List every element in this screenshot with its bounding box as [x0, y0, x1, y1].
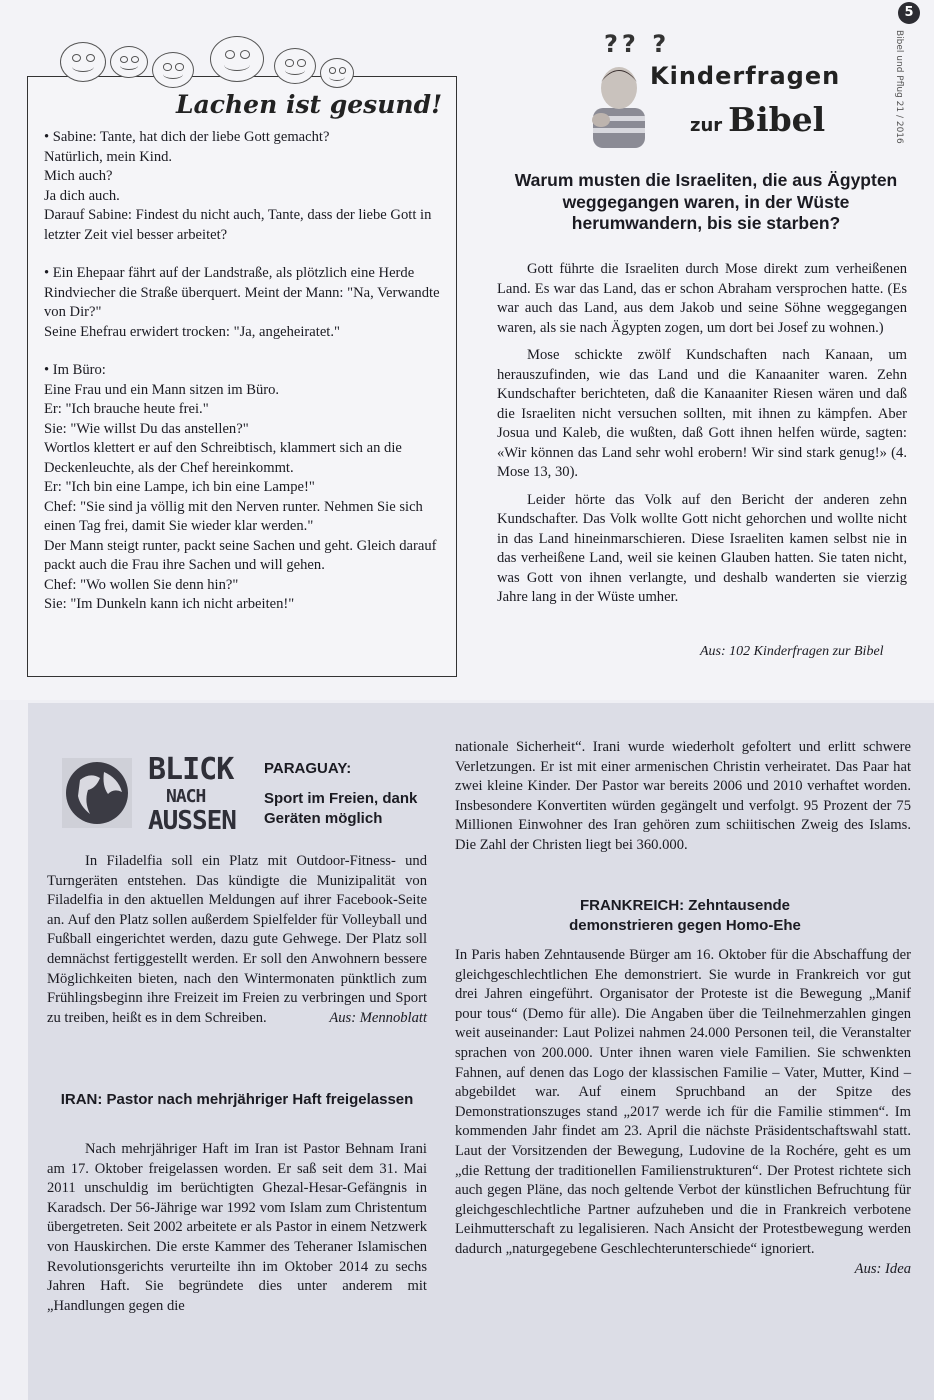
paraguay-body: In Filadelfia soll ein Platz mit Outdoor-Fitness- und Turngeräten entstehen. Das kündigte die Munizipalität von Filadelfia in den aktuellen Meldungen auf ihrer Facebook-Seite an. Auf den Platz sollen außerdem Spielfelder für Volleyball und Fußball eingerichtet werden, dazu gute Gehwege. Der Platz soll demnächst fertiggestellt werden. Er soll den Anwohnern bessere Möglichkeiten bieten, nach den Wintermonaten pünktlich zum Frühlingsbeginn ihre Freizeit im Freien zu verbringen und Sport zu treiben, heißt es in dem Schreiben.	[47, 853, 427, 1026]
blick-nach-aussen-logo	[62, 752, 236, 842]
thinking-child-icon	[589, 58, 649, 148]
blick-word: BLICK	[148, 752, 234, 787]
joke-line: • Im Büro:	[44, 362, 106, 378]
kinderfragen-title: Kinderfragen	[650, 62, 841, 90]
question-heading: Warum musten die Israeliten, die aus Ägypten weggegangen waren, in der Wüste herumwandern, bis sie starben?	[514, 170, 898, 233]
answer-paragraph: Gott führte die Israeliten durch Mose direkt zum verheißenen Land. Es war das Land, das er schon Abraham versprochen hatte. (Es war auch das Land, aus dem Jakob und seine Söhne weggegangen waren, als sie nach Ägypten zogen, um dort bei Josef zu wohnen.)	[497, 261, 907, 336]
paraguay-source: Aus: Mennoblatt	[329, 1009, 427, 1026]
joke-line: Seine Ehefrau erwidert trocken: "Ja, angeheiratet."	[44, 323, 340, 340]
page-number: 5	[898, 2, 920, 24]
bibel-title	[690, 100, 825, 139]
joke-line: Der Mann steigt runter, packt seine Sachen und geht. Gleich darauf packt auch die Frau ihre Sachen und will gehen.	[44, 537, 437, 573]
smiley-icon	[60, 42, 106, 82]
joke-line: Er: "Ich bin eine Lampe, ich bin eine Lampe!"	[44, 479, 315, 495]
jokes-text	[44, 128, 444, 615]
frankreich-body: In Paris haben Zehntausende Bürger am 16. Oktober für die Abschaffung der gleichgeschlechtlichen Ehe demonstriert. Sie wurde in Frankreich vor gut drei Jahren eingeführt. Organisator der Proteste ist die Bewegung „Manif pour tous“ (Demo für alle). Die Angaben über die Teilnehmerzahlen gingen weit auseinander: Laut Polizei nahmen 24.000 Personen teil, die Veranstalter sprachen von 200.000. Unter ihnen waren viele Familien. Sie schwenkten Fahnen, auf denen das Logo der klassischen Familie – Vater, Mutter, Kind – abgebildet war. Auf einem Spruchband an der Spitze des Demonstrationszuges stand „2017 werde ich für die Familie stimmen“. Im kommenden Jahr findet am 23. April die nächste Präsidentschaftswahl statt. Laut der Vorsitzenden der Bewegung, Ludovine de la Rochére, geht es um „die Rettung der traditionellen Familienstrukturen“. Der Protest richtete sich auch gegen Pläne, das noch geltende Verbot der künstlichen Befruchtung für gleichgeschlechtliche Partner aufzuheben und die in Frankreich verbotene Leihmutterschaft zu legalisieren. Nach Ansicht der Protestbewegung werden dadurch „naturgegebene Geschlechterunterschiede“ ignoriert.	[455, 947, 911, 1257]
joke-line: Sie: "Im Dunkeln kann ich nicht arbeiten!"	[44, 596, 295, 612]
joke-line: Chef: "Wo wollen Sie denn hin?"	[44, 576, 239, 593]
joke-line: Eine Frau und ein Mann sitzen im Büro.	[44, 381, 280, 398]
paraguay-label: PARAGUAY:	[264, 760, 352, 777]
aussen-word: AUSSEN	[148, 806, 236, 836]
globe-icon	[62, 758, 132, 828]
smiley-icon	[152, 52, 194, 88]
iran-continued-body: nationale Sicherheit“. Irani wurde wiederholt gefoltert und erlitt schwere Verletzungen. Er ist mit einer armenischen Christin verheiratet. Das Paar hat zwei kleine Kinder. Der Pastor war bereits 2006 und 2010 verhaftet worden. Insbesondere Konvertiten würden gegängelt und verfolgt. 95 Prozent der 75 Millionen Einwohner des Iran gehören zum schiitischen Zweig des Islams. Die Zahl der Christen liegt bei 360.000.	[455, 739, 911, 853]
zur-label: zur	[690, 115, 723, 136]
iran-body: Nach mehrjähriger Haft im Iran ist Pastor Behnam Irani am 17. Oktober freigelassen worden. Er saß seit dem 31. Mai 2011 unschuldig im berüchtigten Ghezal-Hesar-Gefängnis in Karadsch. Der 56-Jährige war 1992 vom Islam zum Christentum übergetreten. Seit 2002 arbeitete er als Pastor in einem Netzwerk von Hauskirchen. Die erste Kammer des Teheraner Islamischen Revolutionsgerichts verurteilte ihn im Oktober 2014 zu sechs Jahren Haft. Sie begründete dies unter anderem mit „Handlungen gegen die	[47, 1141, 427, 1314]
smiley-icon	[274, 48, 316, 84]
iran-continued	[455, 738, 911, 856]
iran-heading: IRAN: Pastor nach mehrjähriger Haft freigelassen	[60, 1091, 414, 1108]
nach-word: NACH	[166, 786, 206, 807]
joke-line: Ja dich auch.	[44, 187, 120, 204]
joke-line: • Sabine: Tante, hat dich der liebe Gott gemacht?	[44, 129, 330, 145]
answer-paragraph: Mose schickte zwölf Kundschaften nach Kanaan, um herauszufinden, wie das Land und die Kanaaniter waren. Zehn Kundschafter berichteten, daß die Kanaaniter Riesen wären und daß die Israeliten nicht versuchen sollten, mit ihnen zu kämpfen. Aber Josua und Kaleb, die wußten, daß Gott ihnen helfen würde, sagten: «Wir können das Land sehr wohl erobern! Wir sind stark genug!» (4. Mose 13, 30).	[497, 347, 907, 480]
answer-text	[497, 260, 907, 616]
smiley-icon	[110, 46, 148, 78]
joke-line: Mich auch?	[44, 168, 113, 184]
joke-line: Er: "Ich brauche heute frei."	[44, 401, 209, 417]
question-marks: ?? ?	[604, 30, 671, 58]
joke-line: Natürlich, mein Kind.	[44, 148, 173, 165]
bibel-label: Bibel	[728, 100, 826, 139]
side-text	[894, 30, 904, 70]
answer-paragraph: Leider hörte das Volk auf den Bericht der anderen zehn Kundschafter. Das Volk wollte Gott nicht gehorchen und wollte nicht in das Land hineinmarschieren. Diese Israeliten kamen selbst nie in das verheißene Land, weil sie keinen Glauben hatten. Sie taten nicht, was Gott von ihnen verlangte, und deshalb wanderten sie vierzig Jahre lang in der Wüste umher.	[497, 491, 907, 605]
joke-line: Chef: "Sie sind ja völlig mit den Nerven runter. Nehmen Sie sich einen Tag frei, damit Sie wieder klar werden."	[44, 498, 423, 534]
smiley-icon	[320, 58, 354, 88]
joke-line: Wortlos klettert er auf den Schreibtisch, klammert sich an die Deckenleuchte, als der Chef hereinkommt.	[44, 440, 402, 476]
jokes-title: Lachen ist gesund!	[176, 90, 443, 119]
paraguay-article	[47, 852, 427, 1028]
paraguay-subheading: Sport im Freien, dank Geräten möglich	[264, 790, 418, 827]
joke-line: Darauf Sabine: Findest du nicht auch, Tante, dass der liebe Gott in letzter Zeit viel besser arbeitet?	[44, 207, 432, 243]
paraguay-heading	[264, 760, 424, 829]
frankreich-heading: FRANKREICH: Zehntausende demonstrieren gegen Homo-Ehe	[569, 897, 801, 934]
smiley-icon	[210, 36, 264, 82]
iran-article	[47, 1140, 427, 1316]
kinderfragen-source: Aus: 102 Kinderfragen zur Bibel	[700, 644, 884, 659]
joke-line: Sie: "Wie willst Du das anstellen?"	[44, 420, 249, 437]
frankreich-article	[455, 946, 911, 1279]
smileys-decoration	[60, 34, 360, 94]
frankreich-source: Aus: Idea	[854, 1260, 911, 1277]
joke-line: • Ein Ehepaar fährt auf der Landstraße, als plötzlich eine Herde Rindviecher die Straße überquert. Meint der Mann: "Na, Verwandte von Dir?"	[44, 265, 440, 320]
